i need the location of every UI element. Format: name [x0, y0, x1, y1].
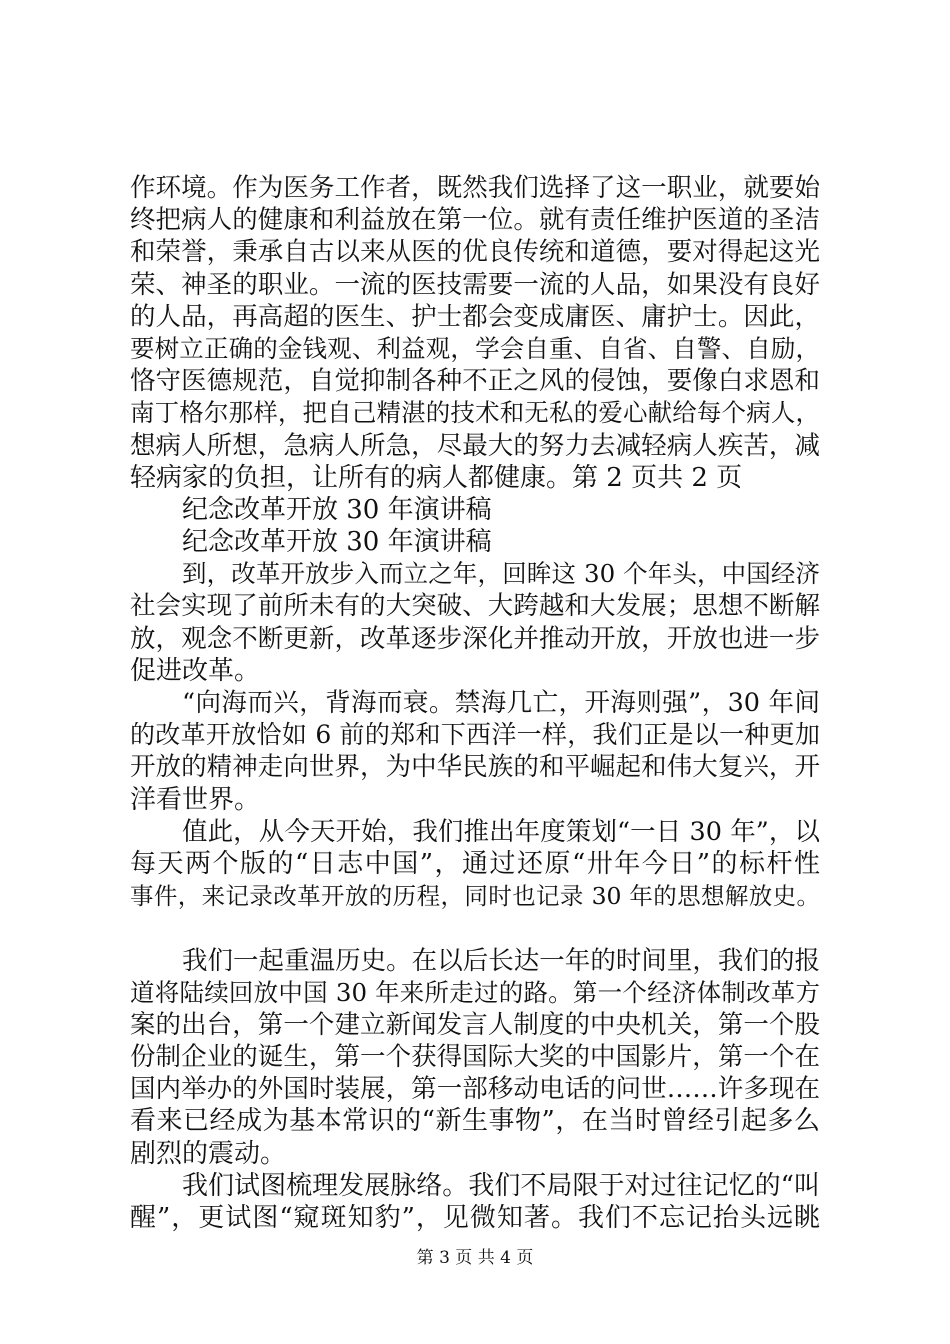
text-line: 作环境。作为医务工作者，既然我们选择了这一职业，就要始	[130, 173, 820, 203]
text-line: 看来已经成为基本常识的“新生事物”，在当时曾经引起多么	[130, 1106, 820, 1137]
section-title: 纪念改革开放 30 年演讲稿	[182, 527, 492, 558]
text-line: 案的出台，第一个建立新闻发言人制度的中央机关，第一个股	[130, 1009, 820, 1040]
text-line: 和荣誉，秉承自古以来从医的优良传统和道德，要对得起这光	[130, 237, 820, 268]
text-line: 我们一起重温历史。在以后长达一年的时间里，我们的报	[182, 945, 820, 976]
text-line: 荣、神圣的职业。一流的医技需要一流的人品，如果没有良好	[130, 269, 820, 300]
text-line: 我们试图梳理发展脉络。我们不局限于对过往记忆的“叫	[182, 1170, 820, 1201]
text-line: 要树立正确的金钱观、利益观，学会自重、自省、自警、自励，	[130, 333, 820, 363]
text-line: 份制企业的诞生，第一个获得国际大奖的中国影片，第一个在	[130, 1042, 820, 1073]
text-line: 每天两个版的“日志中国”，通过还原“卅年今日”的标杆性	[130, 848, 820, 879]
text-line: 放，观念不断更新，改革逐步深化并推动开放，开放也进一步	[130, 623, 820, 654]
text-line: 值此，从今天开始，我们推出年度策划“一日 30 年”，以	[182, 816, 820, 847]
text-line: 洋看世界。	[130, 784, 261, 815]
section-title: 纪念改革开放 30 年演讲稿	[182, 494, 492, 525]
paragraph-gap	[130, 912, 820, 944]
text-line: 醒”，更试图“窥斑知豹”，见微知著。我们不忘记抬头远眺	[130, 1203, 820, 1233]
text-line: 道将陆续回放中国 30 年来所走过的路。第一个经济体制改革方	[130, 977, 820, 1007]
text-line: 南丁格尔那样，把自己精湛的技术和无私的爱心献给每个病人，	[130, 398, 820, 428]
text-line: 轻病家的负担，让所有的病人都健康。第 2 页共 2 页	[130, 462, 743, 493]
text-line: 到，改革开放步入而立之年，回眸这 30 个年头，中国经济	[182, 559, 820, 589]
text-line: 的改革开放恰如 6 前的郑和下西洋一样，我们正是以一种更加	[130, 720, 820, 750]
text-line: 事件，来记录改革开放的历程，同时也记录 30 年的思想解放史。	[130, 882, 820, 911]
page-number-footer: 第 3 页 共 4 页	[416, 1248, 534, 1268]
text-line: 剧烈的震动。	[130, 1138, 287, 1169]
text-line: 想病人所想，急病人所急，尽最大的努力去减轻病人疾苦，减	[130, 430, 820, 461]
text-line: 终把病人的健康和利益放在第一位。就有责任维护医道的圣洁	[130, 205, 820, 236]
text-line: 社会实现了前所未有的大突破、大跨越和大发展；思想不断解	[130, 591, 820, 622]
text-line: 恪守医德规范，自觉抑制各种不正之风的侵蚀，要像白求恩和	[130, 366, 820, 397]
text-line: 促进改革。	[130, 655, 261, 686]
document-body	[130, 172, 820, 1234]
text-line: 的人品，再高超的医生、护士都会变成庸医、庸护士。因此，	[130, 301, 820, 332]
text-line: 开放的精神走向世界，为中华民族的和平崛起和伟大复兴，开	[130, 752, 820, 783]
text-line: “向海而兴，背海而衰。禁海几亡，开海则强”，30 年间	[182, 688, 820, 718]
text-line: 国内举办的外国时装展，第一部移动电话的问世……许多现在	[130, 1074, 820, 1105]
